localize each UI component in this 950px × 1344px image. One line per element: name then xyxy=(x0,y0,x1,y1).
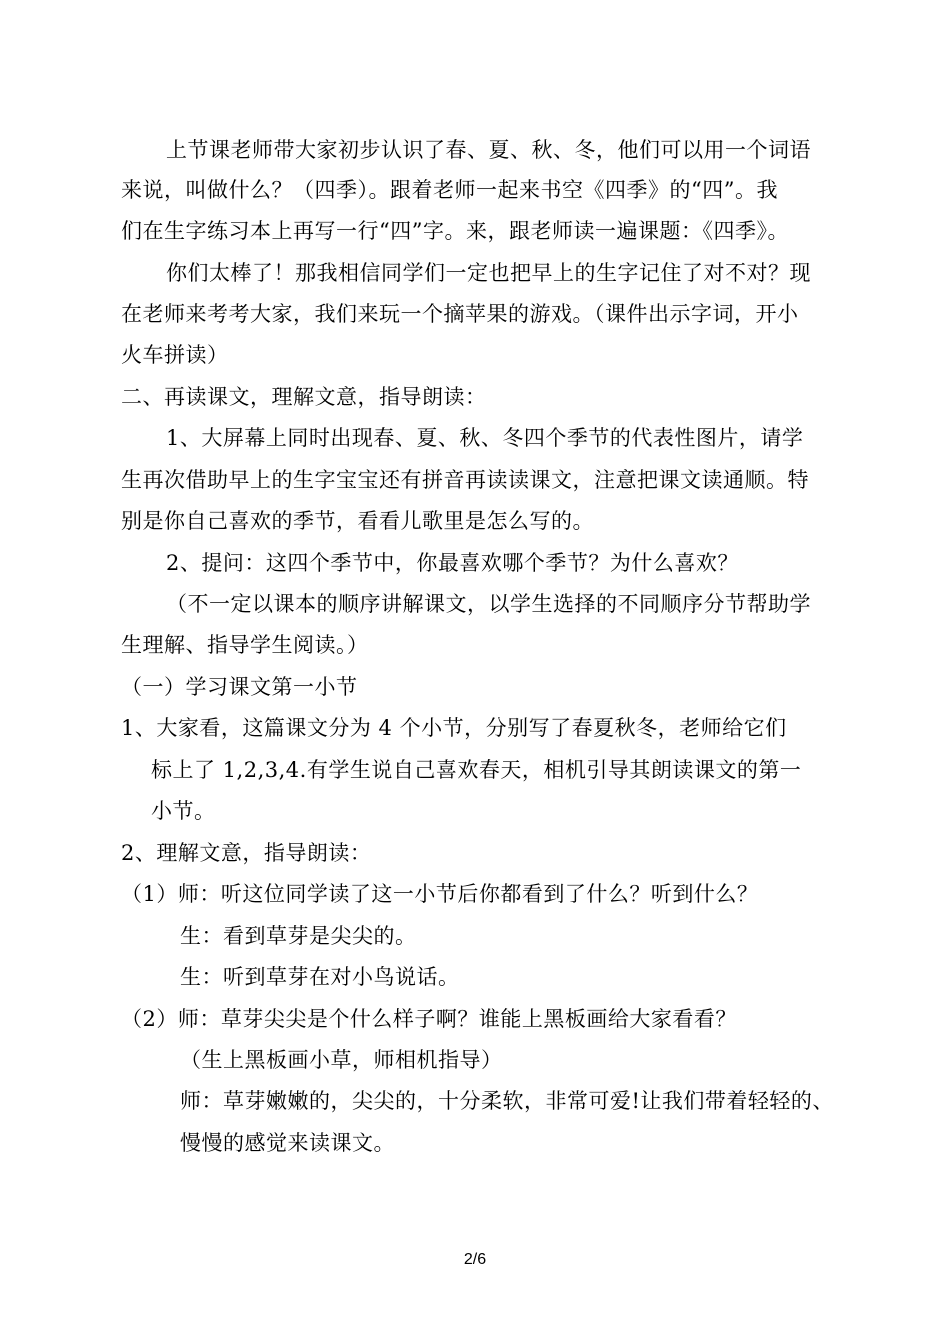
text-line: 1、大家看，这篇课文分为 4 个小节，分别写了春夏秋冬，老师给它们 xyxy=(121,716,787,740)
text-line: 师：草芽嫩嫩的，尖尖的，十分柔软，非常可爱!让我们带着轻轻的、 xyxy=(180,1089,834,1113)
subsection-heading: （一）学习课文第一小节 xyxy=(121,675,358,699)
text-line: 们在生字练习本上再写一行“四”字。来，跟老师读一遍课题：《四季》。 xyxy=(121,219,789,243)
text-line: （2）师：草芽尖尖是个什么样子啊？谁能上黑板画给大家看看？ xyxy=(121,1007,737,1031)
text-line: 在老师来考考大家，我们来玩一个摘苹果的游戏。（课件出示字词，开小 xyxy=(121,302,799,326)
page-number: 2/6 xyxy=(463,1251,487,1268)
text-line: 2、提问：这四个季节中，你最喜欢哪个季节？为什么喜欢？ xyxy=(166,551,739,575)
text-line: 2、理解文意，指导朗读： xyxy=(121,841,372,865)
text-line: （生上黑板画小草，师相机指导） xyxy=(180,1048,503,1072)
section-heading: 二、再读课文，理解文意，指导朗读： xyxy=(121,385,487,409)
text-line: 来说，叫做什么？（四季）。跟着老师一起来书空《四季》的“四”。我 xyxy=(121,178,778,202)
text-line: 生理解、指导学生阅读。） xyxy=(121,633,369,657)
text-line: 你们太棒了！那我相信同学们一定也把早上的生字记住了对不对？现 xyxy=(166,261,811,285)
text-line: 生：听到草芽在对小鸟说话。 xyxy=(180,965,460,989)
text-line: 别是你自己喜欢的季节，看看儿歌里是怎么写的。 xyxy=(121,509,594,533)
text-line: （1）师：听这位同学读了这一小节后你都看到了什么？听到什么？ xyxy=(121,882,759,906)
text-line: 慢慢的感觉来读课文。 xyxy=(180,1131,395,1155)
text-line: 生：看到草芽是尖尖的。 xyxy=(180,924,417,948)
text-line: 火车拼读） xyxy=(121,343,229,367)
text-line: 生再次借助早上的生字宝宝还有拼音再读读课文，注意把课文读通顺。特 xyxy=(121,468,809,492)
text-line: 标上了 1,2,3,4.有学生说自己喜欢春天，相机引导其朗读课文的第一 xyxy=(151,758,802,782)
text-line: （不一定以课本的顺序讲解课文，以学生选择的不同顺序分节帮助学 xyxy=(166,592,811,616)
text-line: 上节课老师带大家初步认识了春、夏、秋、冬，他们可以用一个词语 xyxy=(166,138,811,162)
text-line: 1、大屏幕上同时出现春、夏、秋、冬四个季节的代表性图片，请学 xyxy=(166,426,804,450)
text-line: 小节。 xyxy=(151,799,216,823)
